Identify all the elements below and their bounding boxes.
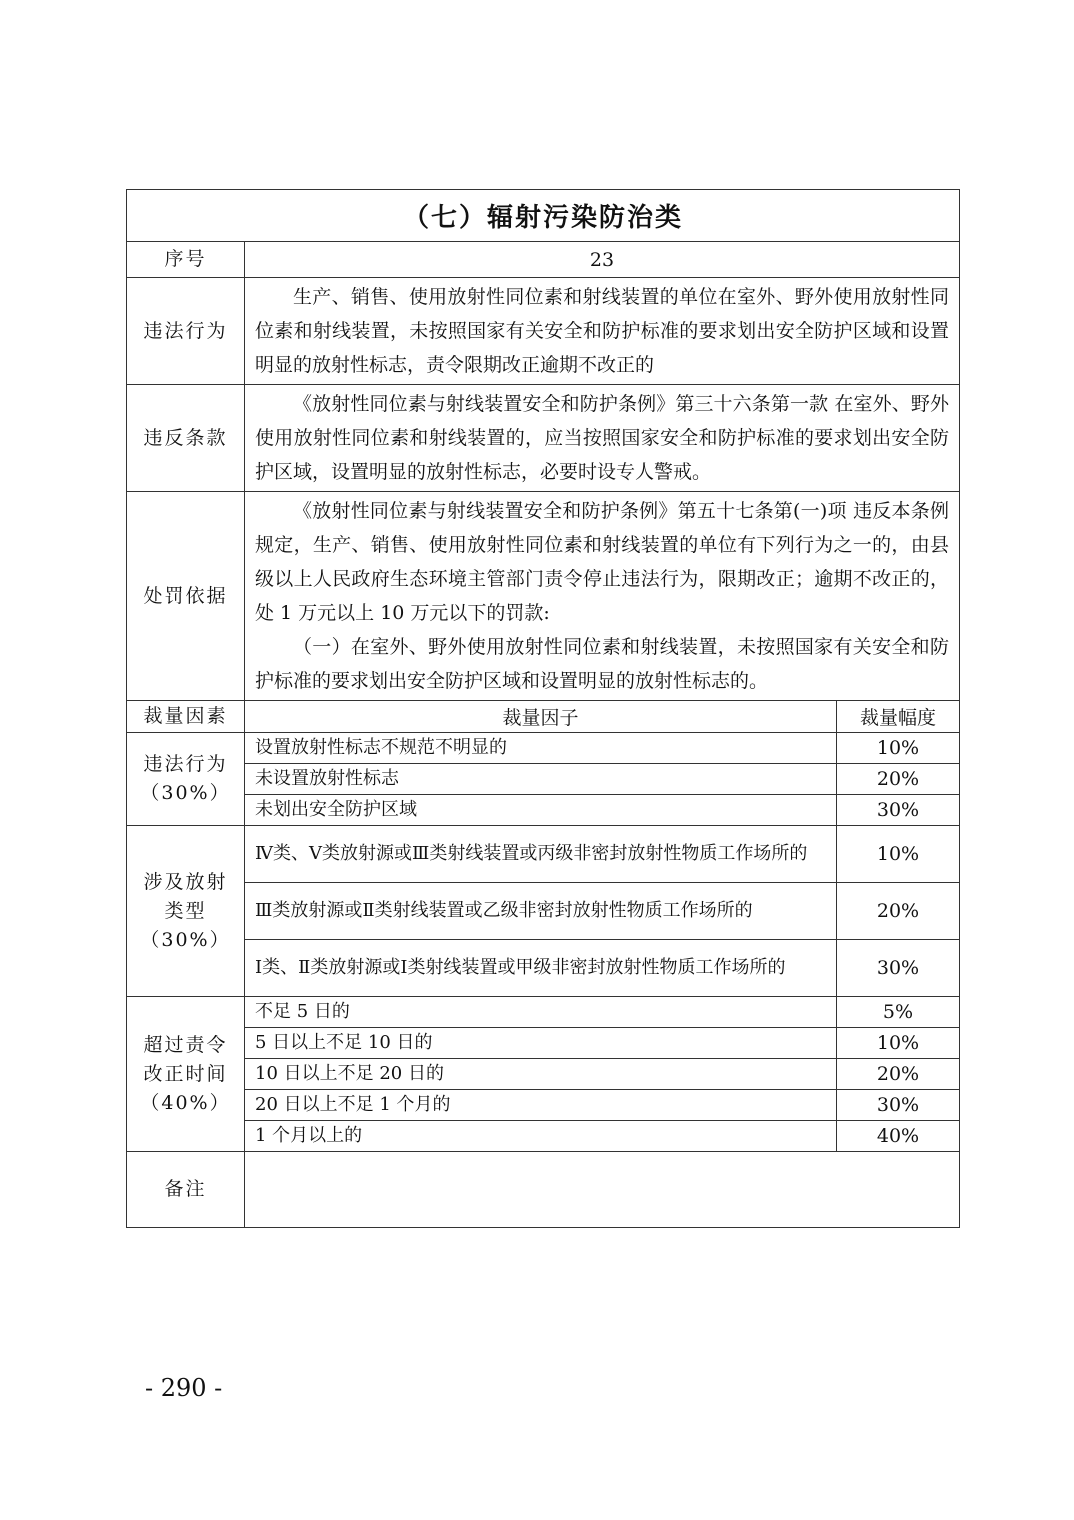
group-name-line1: 涉及放射 [143,870,228,893]
factor-item: 20 日以上不足 1 个月的 [245,1090,837,1121]
group-violation-label [127,733,245,826]
factor-percent: 10% [837,826,960,883]
violation-text: 生产、销售、使用放射性同位素和射线装置的单位在室外、野外使用放射性同位素和射线装置，未按照国家有关安全和防护标准的要求划出安全防护区域和设置明显的放射性标志，责令限期改正逾期不改正的 [255,286,949,376]
factor-percent: 10% [837,1028,960,1059]
factor-percent: 30% [837,795,960,826]
factor-percent: 30% [837,1090,960,1121]
group-weight: （40%） [140,1091,231,1114]
factor-item: 5 日以上不足 10 日的 [245,1028,837,1059]
group-weight: （30%） [140,782,231,804]
item-column-header: 裁量因子 [245,701,837,733]
remarks-value [245,1152,960,1228]
factor-column-header: 裁量因素 [127,701,245,733]
provision-text: 《放射性同位素与射线装置安全和防护条例》第三十六条第一款 在室外、野外使用放射性同位素和射线装置的，应当按照国家安全和防护标准的要求划出安全防护区域，设置明显的放射性标志，必要时设专人警戒。 [255,393,949,483]
provision-label: 违反条款 [127,385,245,492]
penalty-cell [245,492,960,701]
penalty-label: 处罚依据 [127,492,245,701]
violation-label: 违法行为 [127,278,245,385]
group-weight: （30%） [140,928,231,951]
group-name-line2: 改正时间 [143,1062,228,1085]
remarks-label: 备注 [127,1152,245,1228]
factor-item: 设置放射性标志不规范不明显的 [245,733,837,764]
factor-item: 1 个月以上的 [245,1121,837,1152]
page-number: - 290 - [145,1374,223,1402]
penalty-text-1: 《放射性同位素与射线装置安全和防护条例》第五十七条第(一)项 违反本条例规定，生产、销售、使用放射性同位素和射线装置的单位有下列行为之一的，由县级以上人民政府生态环境主管部门责令停止违法行为，限期改正；逾期不改正的，处 1 万元以上 10 万元以下的罚款: [255,500,949,624]
factor-percent: 20% [837,1059,960,1090]
group-radiation-type-label [127,826,245,997]
factor-item: 未设置放射性标志 [245,764,837,795]
factor-item: 不足 5 日的 [245,997,837,1028]
factor-percent: 30% [837,940,960,997]
factor-item: Ⅳ类、Ⅴ类放射源或Ⅲ类射线装置或丙级非密封放射性物质工作场所的 [245,826,837,883]
penalty-text-2: （一）在室外、野外使用放射性同位素和射线装置，未按照国家有关安全和防护标准的要求划出安全防护区域和设置明显的放射性标志的。 [255,636,949,692]
factor-item: 10 日以上不足 20 日的 [245,1059,837,1090]
group-name: 违法行为 [143,753,228,775]
serial-value: 23 [245,242,960,278]
section-title: （七）辐射污染防治类 [127,190,960,242]
range-column-header: 裁量幅度 [837,701,960,733]
group-name-line1: 超过责令 [143,1033,228,1056]
factor-item: Ⅰ类、Ⅱ类放射源或Ⅰ类射线装置或甲级非密封放射性物质工作场所的 [245,940,837,997]
violation-cell [245,278,960,385]
factor-percent: 20% [837,883,960,940]
factor-percent: 20% [837,764,960,795]
factor-percent: 40% [837,1121,960,1152]
factor-item: 未划出安全防护区域 [245,795,837,826]
group-name-line2: 类型 [164,899,207,922]
factor-percent: 5% [837,997,960,1028]
factor-percent: 10% [837,733,960,764]
provision-cell [245,385,960,492]
discretion-table [126,189,960,1228]
factor-item: Ⅲ类放射源或Ⅱ类射线装置或乙级非密封放射性物质工作场所的 [245,883,837,940]
serial-label: 序号 [127,242,245,278]
group-overdue-label [127,997,245,1152]
